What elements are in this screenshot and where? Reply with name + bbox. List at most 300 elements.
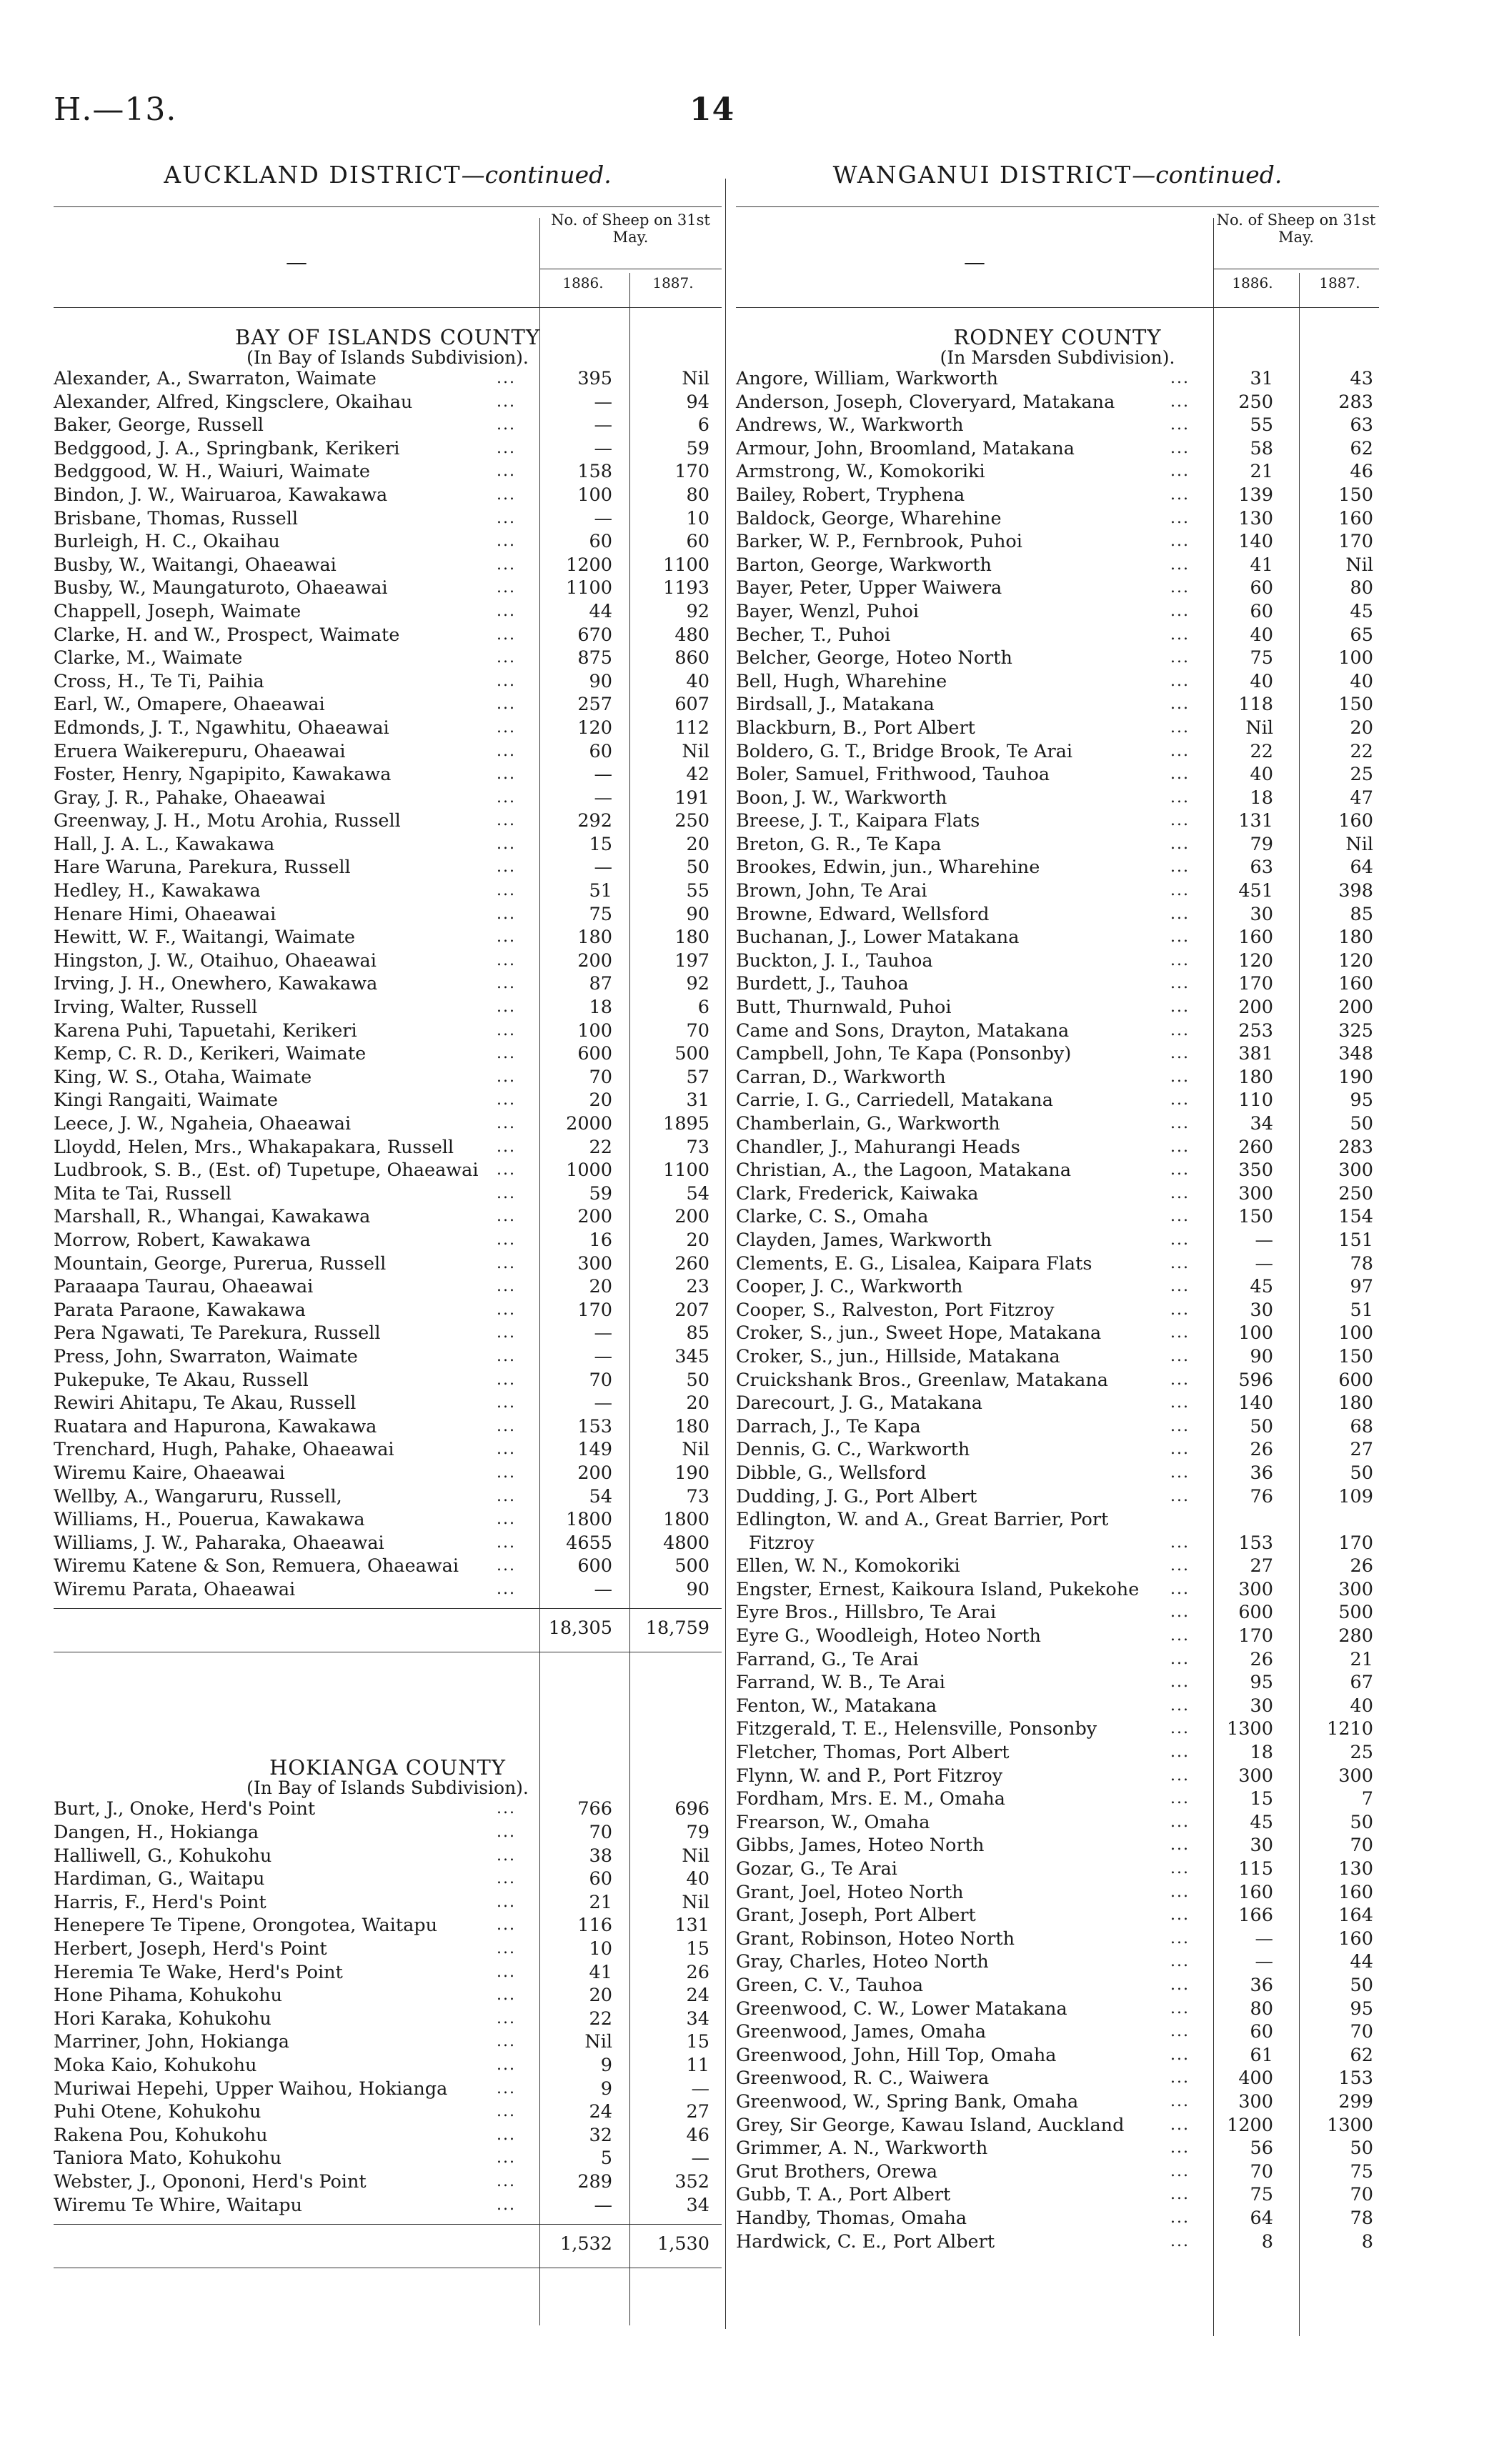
leader-dots: ... <box>1170 904 1190 923</box>
owner-name: Baker, George, Russell <box>54 414 264 437</box>
sheep-1887: 21 <box>1350 1648 1373 1670</box>
leader-dots: ... <box>1170 1463 1190 1482</box>
sheep-1887: 10 <box>686 507 709 529</box>
leader-dots: ... <box>497 462 516 481</box>
table-row <box>54 1299 722 1322</box>
sheep-1886: 18 <box>1250 1742 1273 1764</box>
owner-name: Darecourt, J. G., Matakana <box>736 1392 982 1415</box>
owner-name: Carran, D., Warkworth <box>736 1066 946 1088</box>
sheep-1887: 180 <box>674 1415 709 1437</box>
leader-dots: ... <box>1170 369 1190 387</box>
owner-name: Cooper, S., Ralveston, Port Fitzroy <box>736 1299 1055 1321</box>
sheep-1887: 1193 <box>663 577 709 599</box>
sheep-1887: 34 <box>686 2007 709 2030</box>
sheep-1886: 59 <box>589 1182 612 1204</box>
leader-dots: ... <box>1170 2232 1190 2250</box>
sheep-1887: 300 <box>1338 1765 1373 1787</box>
owner-name: Brown, John, Te Arai <box>736 880 927 902</box>
section-gap <box>54 1652 722 1738</box>
leader-dots: ... <box>1170 602 1190 620</box>
county-section <box>54 1757 722 1797</box>
leader-dots: ... <box>497 951 516 969</box>
table-row <box>54 879 722 903</box>
owner-name: Breese, J. T., Kaipara Flats <box>736 810 980 832</box>
table-row <box>736 693 1379 717</box>
table-row <box>736 1625 1379 1648</box>
leader-dots: ... <box>497 649 516 667</box>
table-row <box>736 1415 1379 1439</box>
sheep-1887: 1100 <box>663 554 709 576</box>
sheep-1886: 451 <box>1238 880 1273 902</box>
leader-dots: ... <box>497 2056 516 2074</box>
table-row <box>736 1392 1379 1415</box>
section-subtitle: (In Bay of Islands Subdivision). <box>246 347 529 368</box>
sheep-1887: 109 <box>1338 1485 1373 1507</box>
leader-dots: ... <box>497 2172 516 2190</box>
table-row <box>54 1555 722 1578</box>
table-row <box>736 763 1379 787</box>
sheep-1886: 40 <box>1250 624 1273 646</box>
table-row <box>736 879 1379 903</box>
sheep-1886: — <box>594 2194 612 2216</box>
sheep-1886: 45 <box>1250 1276 1273 1298</box>
leader-dots: ... <box>1170 1370 1190 1389</box>
sheep-1887: 131 <box>674 1915 709 1937</box>
sheep-1886: 200 <box>577 1462 612 1484</box>
leader-dots: ... <box>1170 1766 1190 1785</box>
owner-name: Greenwood, R. C., Waiwera <box>736 2068 990 2090</box>
leader-dots: ... <box>497 2079 516 2098</box>
leader-dots: ... <box>1170 1696 1190 1715</box>
owner-name: Rewiri Ahitapu, Te Akau, Russell <box>54 1392 357 1415</box>
table-row <box>54 2194 722 2218</box>
sheep-1887: 90 <box>686 1578 709 1600</box>
owner-name: Press, John, Swarraton, Waimate <box>54 1345 358 1367</box>
table-row <box>736 996 1379 1019</box>
sheep-1886: 670 <box>577 624 612 646</box>
table-row <box>736 2044 1379 2068</box>
table-row <box>736 2114 1379 2138</box>
owner-name: Hardwick, C. E., Port Albert <box>736 2230 995 2253</box>
leader-dots: ... <box>1170 1137 1190 1156</box>
sheep-1887: 40 <box>1350 670 1373 692</box>
sheep-1887: 607 <box>674 694 709 716</box>
owner-name: Clarke, C. S., Omaha <box>736 1206 929 1228</box>
sheep-1887: 68 <box>1350 1415 1373 1437</box>
leader-dots: ... <box>1170 951 1190 969</box>
sheep-1887: 40 <box>1350 1695 1373 1717</box>
total-1887: 1,530 <box>657 2233 709 2255</box>
table-row <box>736 1345 1379 1369</box>
owner-name: Dibble, G., Wellsford <box>736 1462 927 1484</box>
sheep-1886: 61 <box>1250 2044 1273 2066</box>
sheep-1886: 20 <box>589 1089 612 1112</box>
leader-dots: ... <box>1170 1230 1190 1249</box>
sheep-1886: 90 <box>1250 1345 1273 1367</box>
owner-name: Taniora Mato, Kohukohu <box>54 2148 282 2170</box>
table-row <box>54 972 722 996</box>
leader-dots: ... <box>497 695 516 714</box>
sheep-1887: 170 <box>1338 1532 1373 1554</box>
owner-name: Grant, Joseph, Port Albert <box>736 1905 976 1927</box>
owner-name: Clarke, H. and W., Prospect, Waimate <box>54 624 400 646</box>
leader-dots: ... <box>497 1091 516 1109</box>
owner-name: Hare Waruna, Parekura, Russell <box>54 857 351 879</box>
leader-dots: ... <box>1170 555 1190 574</box>
sheep-1887: 150 <box>1338 1345 1373 1367</box>
sheep-1887: 22 <box>1350 740 1373 762</box>
leader-dots: ... <box>497 1510 516 1529</box>
owner-name: Hewitt, W. F., Waitangi, Waimate <box>54 927 356 949</box>
sheep-1886: 54 <box>589 1485 612 1507</box>
table-row <box>736 1787 1379 1811</box>
owner-name: Clayden, James, Warkworth <box>736 1229 992 1251</box>
sheep-1887: 50 <box>686 1369 709 1391</box>
owner-name: Herbert, Joseph, Herd's Point <box>54 1938 327 1960</box>
owner-name: King, W. S., Otaha, Waimate <box>54 1066 312 1088</box>
table-row <box>54 2124 722 2148</box>
sheep-1887: 60 <box>686 531 709 553</box>
sheep-1887: 500 <box>1338 1602 1373 1624</box>
sheep-1887: 97 <box>1350 1276 1373 1298</box>
owner-name: Dangen, H., Hokianga <box>54 1822 259 1844</box>
leader-dots: ... <box>1170 765 1190 784</box>
sheep-1886: 90 <box>589 670 612 692</box>
owner-name: Chandler, J., Mahurangi Heads <box>736 1136 1020 1158</box>
leader-dots: ... <box>1170 672 1190 690</box>
table-row <box>736 1950 1379 1974</box>
table-row <box>54 717 722 740</box>
leader-dots: ... <box>497 1137 516 1156</box>
section-title: RODNEY COUNTY <box>953 325 1162 349</box>
sheep-1886: 166 <box>1238 1905 1273 1927</box>
owner-name: Gibbs, James, Hoteo North <box>736 1835 985 1857</box>
leader-dots: ... <box>497 1184 516 1202</box>
sheep-1887: 190 <box>674 1462 709 1484</box>
table-row <box>736 1974 1379 1997</box>
owner-name: Fordham, Mrs. E. M., Omaha <box>736 1788 1005 1810</box>
leader-dots: ... <box>497 625 516 644</box>
sheep-1887: 4800 <box>663 1532 709 1554</box>
owner-name: Farrand, W. B., Te Arai <box>736 1672 945 1694</box>
owner-name: Armour, John, Broomland, Matakana <box>736 437 1075 459</box>
leader-dots: ... <box>497 1370 516 1389</box>
leader-dots: ... <box>1170 1184 1190 1202</box>
leader-dots: ... <box>497 1962 516 1981</box>
owner-name: Grant, Joel, Hoteo North <box>736 1881 964 1903</box>
owner-name: Moka Kaio, Kohukohu <box>54 2055 257 2076</box>
sheep-1886: — <box>1255 1927 1273 1950</box>
leader-dots: ... <box>1170 1207 1190 1226</box>
sheep-1887: 150 <box>1338 484 1373 506</box>
table-row <box>736 1578 1379 1602</box>
leader-dots: ... <box>497 1021 516 1039</box>
sheep-1886: — <box>594 1345 612 1367</box>
sheep-1886: Nil <box>1245 717 1273 739</box>
table-row <box>736 1182 1379 1206</box>
table-row <box>736 809 1379 833</box>
table-row <box>736 670 1379 694</box>
table-row <box>54 903 722 927</box>
leader-dots: ... <box>1170 485 1190 504</box>
owner-name: Eyre Bros., Hillsbro, Te Arai <box>736 1602 997 1624</box>
sheep-1887: 51 <box>1350 1299 1373 1321</box>
sheep-1887: 1100 <box>663 1159 709 1182</box>
sheep-1886: 289 <box>577 2170 612 2193</box>
sheep-1887: 45 <box>1350 600 1373 622</box>
sheep-1886: — <box>1255 1252 1273 1275</box>
table-row <box>736 1881 1379 1905</box>
total-1887: 18,759 <box>645 1617 709 1640</box>
sheep-1886: 45 <box>1250 1811 1273 1833</box>
sheep-1887: 26 <box>686 1961 709 1983</box>
leader-dots: ... <box>497 672 516 690</box>
owner-name: Handby, Thomas, Omaha <box>736 2207 967 2229</box>
sheep-1886: 160 <box>1238 927 1273 949</box>
owner-name: Campbell, John, Te Kapa (Ponsonby) <box>736 1043 1072 1065</box>
sheep-1886: 40 <box>1250 764 1273 786</box>
sheep-1886: — <box>1255 1229 1273 1251</box>
sheep-1887: 78 <box>1350 2207 1373 2229</box>
leader-dots: ... <box>497 2149 516 2168</box>
leader-dots: ... <box>497 2103 516 2121</box>
table-row <box>736 391 1379 414</box>
owner-name: Buckton, J. I., Tauhoa <box>736 949 933 972</box>
leader-dots: ... <box>1170 2022 1190 2041</box>
sheep-1887: 70 <box>686 1019 709 1042</box>
leader-dots: ... <box>1170 695 1190 714</box>
sheep-1887: 160 <box>1338 1927 1373 1950</box>
leader-dots: ... <box>1170 532 1190 551</box>
leader-dots: ... <box>497 812 516 830</box>
owner-name: Flynn, W. and P., Port Fitzroy <box>736 1765 1003 1787</box>
sheep-1887: 34 <box>686 2194 709 2216</box>
sheep-1887: 283 <box>1338 1136 1373 1158</box>
table-row <box>54 600 722 624</box>
owner-name: Breton, G. R., Te Kapa <box>736 833 942 855</box>
sheep-1887: 47 <box>1350 787 1373 809</box>
table-row <box>736 1671 1379 1695</box>
sheep-1886: 300 <box>1238 1765 1273 1787</box>
table-row <box>736 2230 1379 2254</box>
sheep-1886: 250 <box>1238 391 1273 413</box>
leader-dots: ... <box>497 1846 516 1865</box>
table-row <box>54 2078 722 2101</box>
total-1886: 18,305 <box>548 1617 612 1640</box>
sheep-1886: 80 <box>1250 1997 1273 2020</box>
leader-dots: ... <box>1170 1254 1190 1272</box>
wanganui-column <box>736 161 1379 2253</box>
leader-dots: ... <box>1170 1836 1190 1855</box>
sheep-1887: 197 <box>674 949 709 972</box>
table-row <box>54 1066 722 1089</box>
leader-dots: ... <box>1170 2115 1190 2134</box>
table-row <box>736 2067 1379 2090</box>
sheep-1887: 191 <box>674 787 709 809</box>
owner-name: Engster, Ernest, Kaikoura Island, Pukekohe <box>736 1578 1140 1600</box>
sheep-1887: 348 <box>1338 1043 1373 1065</box>
leader-dots: ... <box>1170 1952 1190 1971</box>
table-row <box>54 530 722 554</box>
owner-name: Wiremu Te Whire, Waitapu <box>54 2194 302 2216</box>
sheep-1886: 44 <box>589 600 612 622</box>
sheep-1886: 2000 <box>566 1113 612 1134</box>
sheep-1887: 300 <box>1338 1159 1373 1182</box>
sheep-1886: 58 <box>1250 437 1273 459</box>
owner-name: Parata Paraone, Kawakawa <box>54 1299 306 1321</box>
sheep-1886: 153 <box>1238 1532 1273 1554</box>
owner-name: Brookes, Edwin, jun., Wharehine <box>736 857 1040 879</box>
sheep-1886: 24 <box>589 2101 612 2123</box>
sheep-1887: 300 <box>1338 1578 1373 1600</box>
sheep-1886: 34 <box>1250 1113 1273 1134</box>
table-row <box>54 2030 722 2054</box>
sheep-1886: 16 <box>589 1229 612 1251</box>
sheep-1886: 60 <box>589 531 612 553</box>
sheep-1887: 44 <box>1350 1951 1373 1973</box>
sheep-1886: 64 <box>1250 2207 1273 2229</box>
sheep-1887: 160 <box>1338 973 1373 995</box>
table-row <box>736 2090 1379 2114</box>
page-divider <box>725 179 726 2329</box>
table-row <box>54 1462 722 1485</box>
sheep-1886: 38 <box>589 1845 612 1867</box>
sheep-1886: 1100 <box>566 577 612 599</box>
leader-dots: ... <box>497 1823 516 1842</box>
sheep-1887: 180 <box>1338 1392 1373 1415</box>
table-row <box>54 1252 722 1276</box>
page-number: 14 <box>689 91 735 128</box>
owner-name: Gray, J. R., Pahake, Ohaeawai <box>54 787 326 809</box>
owner-name: Barker, W. P., Fernbrook, Puhoi <box>736 531 1022 553</box>
owner-name: Burdett, J., Tauhoa <box>736 973 909 995</box>
owner-name: Hardiman, G., Waitapu <box>54 1868 265 1890</box>
leader-dots: ... <box>497 742 516 760</box>
sheep-1887: 352 <box>674 2170 709 2193</box>
owner-name: Eyre G., Woodleigh, Hoteo North <box>736 1625 1041 1647</box>
sheep-1886: 9 <box>600 2078 612 2100</box>
leader-dots: ... <box>1170 1627 1190 1645</box>
table-row <box>54 1136 722 1159</box>
table-row <box>736 740 1379 764</box>
sheep-1886: — <box>594 507 612 529</box>
sheep-1886: 350 <box>1238 1159 1273 1182</box>
leader-dots: ... <box>497 765 516 784</box>
leader-dots: ... <box>1170 2092 1190 2110</box>
table-row <box>736 1462 1379 1485</box>
table-row <box>736 1159 1379 1182</box>
sheep-1887: 85 <box>686 1322 709 1345</box>
owner-name: Irving, J. H., Onewhero, Kawakawa <box>54 973 378 995</box>
sheep-1886: 1200 <box>1227 2114 1273 2136</box>
leader-dots: ... <box>497 369 516 387</box>
leader-dots: ... <box>497 1230 516 1249</box>
sheep-1887: 70 <box>1350 2021 1373 2043</box>
leader-dots: ... <box>1170 1044 1190 1063</box>
owner-name: Fitzgerald, T. E., Helensville, Ponsonby <box>736 1718 1097 1740</box>
owner-name: Cross, H., Te Ti, Paihia <box>54 670 264 692</box>
sheep-1887: 112 <box>674 717 709 739</box>
leader-dots: ... <box>1170 1743 1190 1762</box>
sheep-1887: 20 <box>686 1229 709 1251</box>
sheep-1887: Nil <box>682 368 709 389</box>
leader-dots: ... <box>1170 1650 1190 1668</box>
sheep-1886: 400 <box>1238 2068 1273 2090</box>
owner-name: Chappell, Joseph, Waimate <box>54 600 302 622</box>
leader-dots: ... <box>497 1207 516 1226</box>
sheep-1886: 21 <box>589 1891 612 1913</box>
sheep-1886: — <box>1255 1951 1273 1973</box>
leader-dots: ... <box>497 1463 516 1482</box>
table-row <box>736 2160 1379 2184</box>
owner-name: Earl, W., Omapere, Ohaeawai <box>54 694 325 716</box>
sheep-1887: 80 <box>686 484 709 506</box>
sheep-1887: 59 <box>686 437 709 459</box>
leader-dots: ... <box>497 485 516 504</box>
owner-name: Mountain, George, Purerua, Russell <box>54 1252 387 1275</box>
sheep-1887: 43 <box>1350 368 1373 389</box>
sheep-1887: 164 <box>1338 1905 1373 1927</box>
sheep-1886: 160 <box>1238 1881 1273 1903</box>
sheep-1887: 600 <box>1338 1369 1373 1391</box>
leader-dots: ... <box>497 1986 516 2005</box>
sheep-1887: 325 <box>1338 1019 1373 1042</box>
table-row <box>736 833 1379 857</box>
sheep-1887: 50 <box>1350 1462 1373 1484</box>
leader-dots: ... <box>497 1254 516 1272</box>
owner-name: Hingston, J. W., Otaihuo, Ohaeawai <box>54 949 377 972</box>
sheep-1887: 73 <box>686 1136 709 1158</box>
leader-dots: ... <box>1170 1557 1190 1575</box>
leader-dots: ... <box>1170 1417 1190 1435</box>
sheep-1887: — <box>691 2148 709 2170</box>
owner-name: Hori Karaka, Kohukohu <box>54 2007 272 2030</box>
leader-dots: ... <box>1170 1394 1190 1412</box>
leader-dots: ... <box>1170 718 1190 737</box>
table-row <box>54 856 722 879</box>
sheep-1886: 30 <box>1250 1835 1273 1857</box>
table-row <box>54 554 722 577</box>
leader-dots: ... <box>1170 2139 1190 2158</box>
leader-dots: ... <box>1170 858 1190 877</box>
owner-name: Henare Himi, Ohaeawai <box>54 903 277 925</box>
sheep-1886: 139 <box>1238 484 1273 506</box>
sheep-1886: 253 <box>1238 1019 1273 1042</box>
owner-name: Pukepuke, Te Akau, Russell <box>54 1369 309 1391</box>
owner-name: Green, C. V., Tauhoa <box>736 1974 924 1996</box>
table-row <box>736 856 1379 879</box>
owner-name: Becher, T., Puhoi <box>736 624 891 646</box>
table-row <box>54 1019 722 1043</box>
owner-name: Hedley, H., Kawakawa <box>54 880 261 902</box>
sheep-1887: 92 <box>686 600 709 622</box>
table-row <box>736 507 1379 531</box>
sheep-1887: 398 <box>1338 880 1373 902</box>
sheep-1886: — <box>594 1322 612 1345</box>
table-row <box>736 1765 1379 1788</box>
owner-name: Buchanan, J., Lower Matakana <box>736 927 1020 949</box>
sheep-1886: 180 <box>1238 1066 1273 1088</box>
leader-dots: ... <box>497 532 516 551</box>
owner-name: Ruatara and Hapurona, Kawakawa <box>54 1415 377 1437</box>
sheep-1887: 151 <box>1338 1229 1373 1251</box>
leader-dots: ... <box>1170 392 1190 411</box>
owner-name: Browne, Edward, Wellsford <box>736 903 990 925</box>
sheep-1886: 150 <box>1238 1206 1273 1228</box>
table-row <box>736 1555 1379 1578</box>
table-row <box>736 1811 1379 1835</box>
column-rule <box>1213 218 1214 2336</box>
